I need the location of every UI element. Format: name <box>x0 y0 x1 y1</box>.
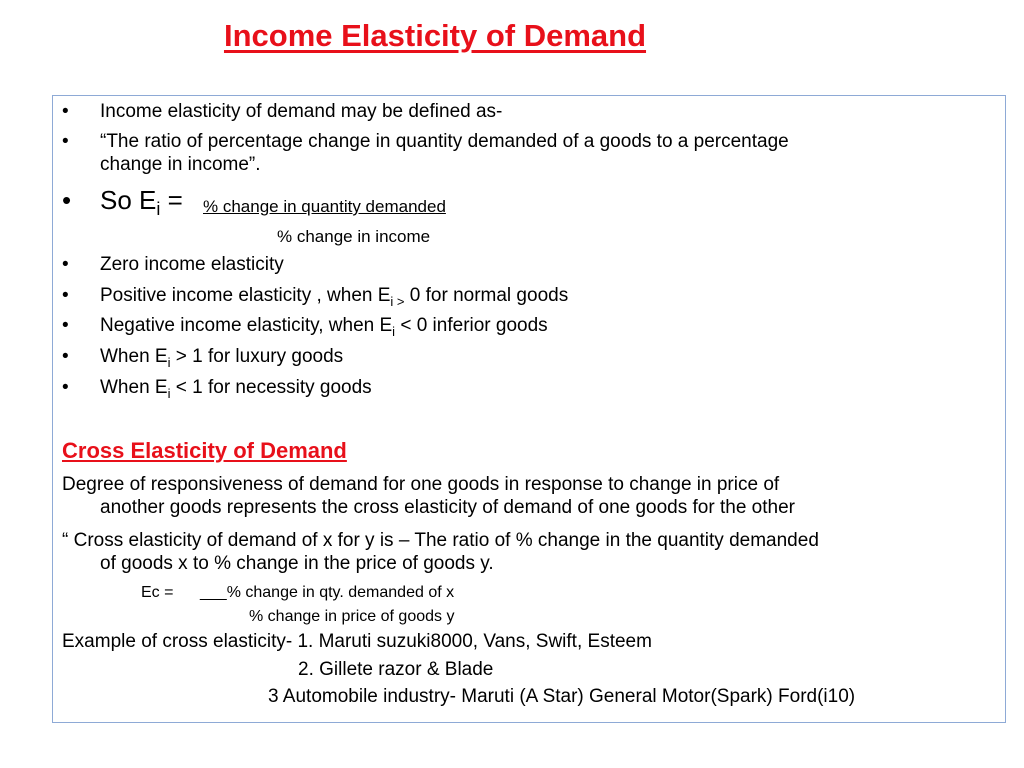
bullet-icon: • <box>62 346 69 367</box>
ec-formula-numerator: ___% change in qty. demanded of x <box>200 584 455 601</box>
bullet-negative-elasticity: Negative income elasticity, when $E_i < 0$ inferior goods <box>100 315 548 339</box>
example-line1: Example of cross elasticity- 1. Maruti suzuki8000, Vans, Swift, Esteem <box>62 631 652 652</box>
bullet-icon: • <box>62 254 69 275</box>
cross-definition-line1: Degree of responsiveness of demand for one goods in response to change in price of <box>62 474 780 495</box>
ec-formula-denominator: % change in price of goods y <box>249 608 455 625</box>
ec-formula-label: Ec = <box>141 584 174 601</box>
content-box <box>52 95 1006 723</box>
bullet-positive-elasticity: Positive income elasticity , when $E_{i >}$ 0 for normal goods <box>100 285 569 309</box>
bullet-definition-line1: “The ratio of percentage change in quantity demanded of a goods to a percentage <box>100 131 789 152</box>
bullet-icon: • <box>62 131 69 152</box>
bullet-zero-elasticity: Zero income elasticity <box>100 254 284 275</box>
bullet-icon: • <box>62 101 69 122</box>
bullet-icon: • <box>62 285 69 306</box>
bullet-luxury-goods: When $E_i > 1$ for luxury goods <box>100 346 344 370</box>
cross-elasticity-heading: Cross Elasticity of Demand <box>62 438 347 463</box>
formula-lhs: So $E_i$ = <box>100 185 183 220</box>
example-line3: 3 Automobile industry- Maruti (A Star) General Motor(Spark) Ford(i10) <box>268 686 856 707</box>
bullet-definition-line2: change in income”. <box>100 154 261 175</box>
bullet-icon: • <box>62 315 69 336</box>
formula-denominator: % change in income <box>277 227 431 246</box>
bullet-icon: • <box>62 377 69 398</box>
bullet-definition-intro: Income elasticity of demand may be defined as- <box>100 101 503 122</box>
bullet-necessity-goods: When $E_i < 1$ for necessity goods <box>100 377 372 401</box>
formula-numerator: % change in quantity demanded <box>203 197 446 216</box>
example-line2: 2. Gillete razor & Blade <box>298 659 494 680</box>
cross-ratio-line1: “ Cross elasticity of demand of x for y is – The ratio of % change in the quantity demanded <box>62 530 819 551</box>
cross-ratio-line2: of goods x to % change in the price of goods y. <box>100 553 494 574</box>
cross-definition-line2: another goods represents the cross elasticity of demand of one goods for the other <box>100 497 795 518</box>
bullet-icon: • <box>62 185 72 215</box>
page-title: Income Elasticity of Demand <box>223 18 647 53</box>
